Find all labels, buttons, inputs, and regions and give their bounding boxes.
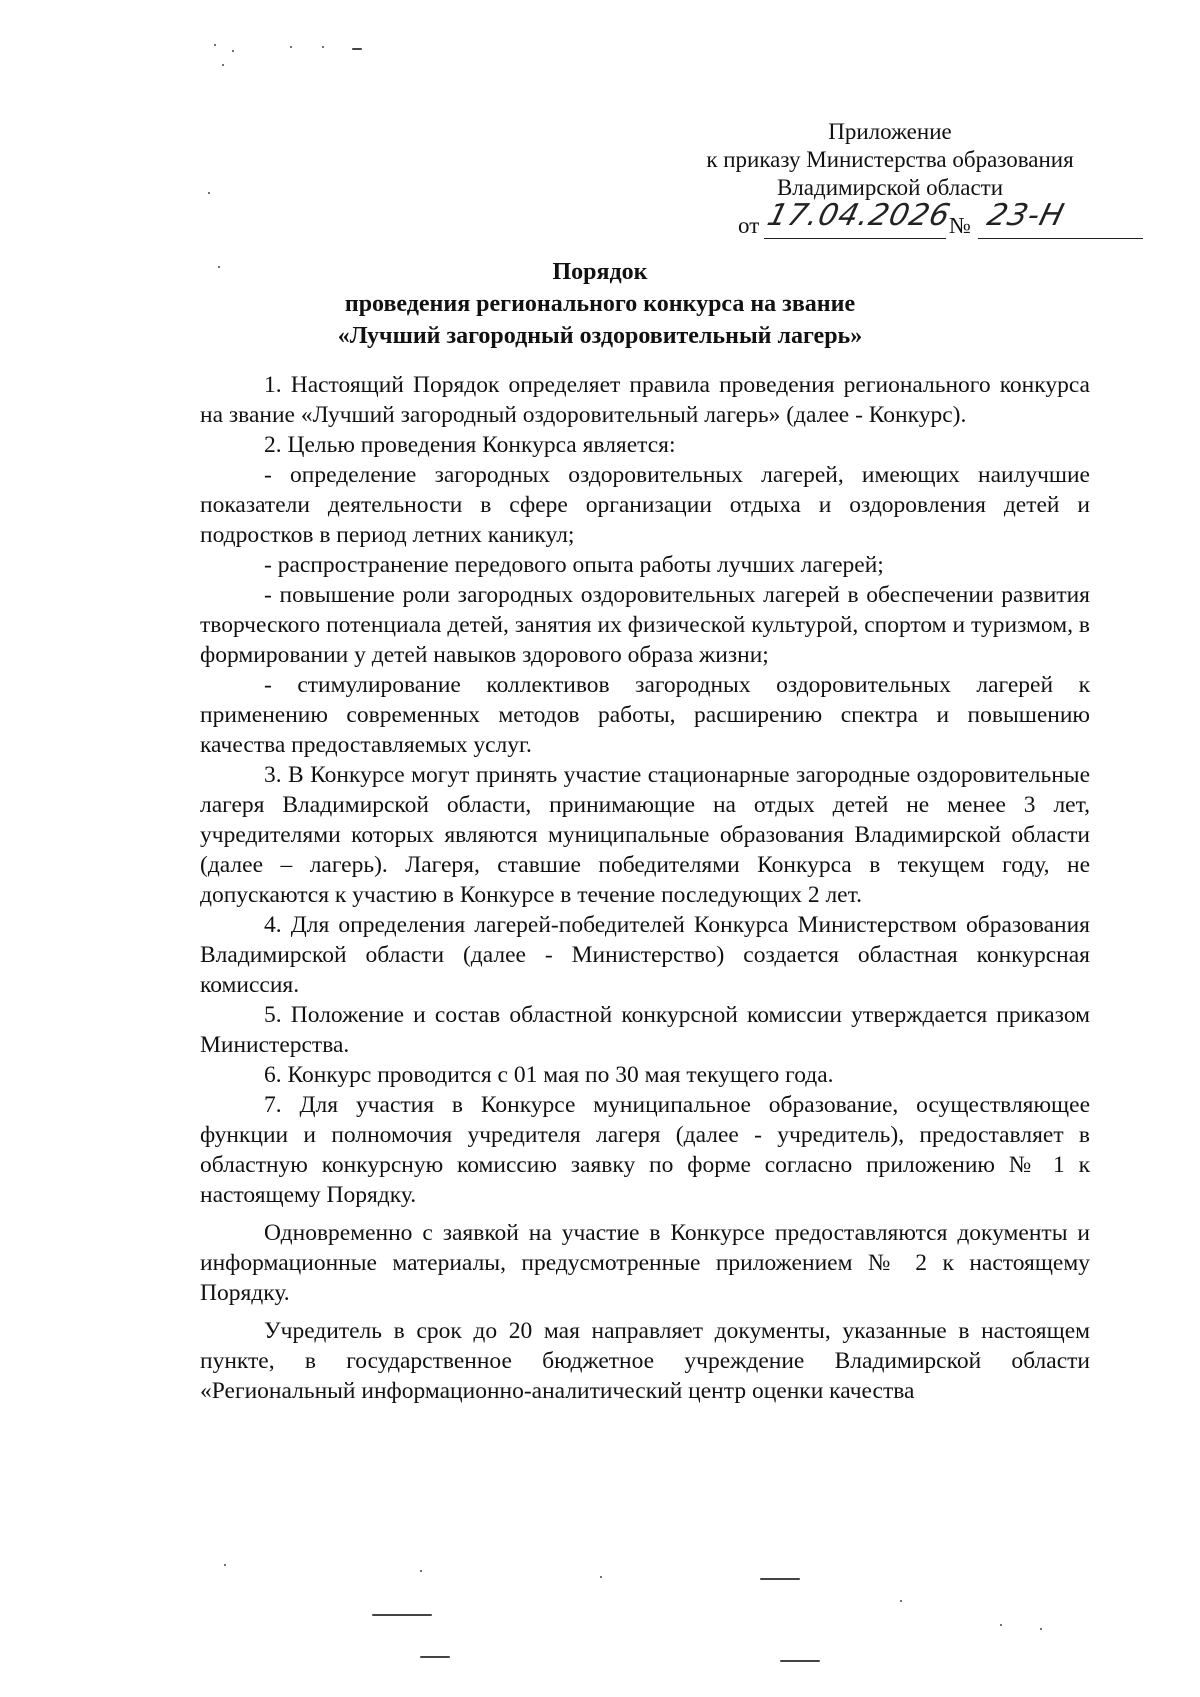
paragraph: 5. Положение и состав областной конкурсной комиссии утверждается приказом Министерства. — [200, 1002, 1090, 1058]
scan-speck — [214, 44, 216, 46]
scan-speck — [760, 1578, 800, 1580]
scan-speck — [218, 266, 220, 268]
scan-speck — [232, 50, 234, 52]
paragraph: 1. Настоящий Порядок определяет правила проведения регионального конкурса на звание «Лучший загородный оздоровительный лагерь» (далее - Конкурс). — [200, 372, 1090, 428]
attachment-line-2: к приказу Министерства образования — [706, 147, 1074, 172]
scan-speck — [322, 46, 324, 48]
number-underline — [978, 238, 1143, 239]
paragraph: - повышение роли загородных оздоровительных лагерей в обеспечении развития творческого потенциала детей, занятия их физической культурой, спортом и туризмом, в формировании у детей навыков здорового образа жизни; — [200, 582, 1090, 668]
paragraph: 7. Для участия в Конкурсе муниципальное образование, осуществляющее функции и полномочия учредителя лагеря (далее - учредитель), предоставляет в областную конкурсную комиссию заявку по форме согласно приложению № 1 к настоящему Порядку. — [200, 1092, 1090, 1208]
from-label: от — [738, 213, 760, 238]
title-line-3: «Лучший загородный оздоровительный лагерь» — [337, 323, 863, 349]
title-line-1: Порядок — [552, 259, 648, 285]
paragraph: 3. В Конкурсе могут принять участие стационарные загородные оздоровительные лагеря Владимирской области, принимающие на отдых детей не менее 3 лет, учредителями которых являются муниципальные образования Владимирской области (далее – лагерь). Лагеря, ставшие победителями Конкурса в текущем году, не допускаются к участию в Конкурсе в течение последующих 2 лет. — [200, 762, 1090, 908]
handwritten-number: 23-Н — [983, 198, 1069, 233]
paragraph: 4. Для определения лагерей-победителей Конкурса Министерством образования Владимирской области (далее - Министерство) создается областная конкурсная комиссия. — [200, 912, 1090, 998]
scan-speck — [224, 1564, 226, 1566]
paragraph: - распространение передового опыта работы лучших лагерей; — [264, 552, 884, 578]
date-underline — [764, 238, 946, 239]
paragraph: Одновременно с заявкой на участие в Конкурсе предоставляются документы и информационные материалы, предусмотренные приложением № 2 к настоящему Порядку. — [200, 1220, 1090, 1306]
document-title — [200, 256, 1000, 352]
scan-speck — [290, 46, 292, 48]
paragraph: - стимулирование коллективов загородных оздоровительных лагерей к применению современных методов работы, расширению спектра и повышению качества предоставляемых услуг. — [200, 672, 1090, 758]
order-date-number-row — [640, 198, 1140, 244]
scan-speck — [352, 48, 362, 50]
paragraph: 6. Конкурс проводится с 01 мая по 30 мая текущего года. — [264, 1062, 834, 1088]
paragraph: Учредитель в срок до 20 мая направляет документы, указанные в настоящем пункте, в государственное бюджетное учреждение Владимирской области «Региональный информационно-аналитический центр оценки качества — [200, 1318, 1090, 1404]
paragraph: 2. Целью проведения Конкурса является: — [264, 432, 676, 458]
scan-speck — [420, 1570, 422, 1572]
attachment-line-3: Владимирской области — [776, 175, 1004, 200]
scan-speck — [600, 1576, 602, 1578]
scan-speck — [780, 1660, 820, 1662]
scan-speck — [900, 1600, 902, 1602]
scan-speck — [372, 1614, 432, 1616]
scan-speck — [420, 1656, 450, 1658]
scan-speck — [1040, 1628, 1042, 1630]
scan-speck — [1000, 1624, 1002, 1626]
handwritten-date: 17.04.2026 — [763, 198, 955, 233]
number-label: № — [949, 213, 971, 238]
title-line-2: проведения регионального конкурса на звание — [344, 291, 856, 317]
document-body — [200, 370, 1090, 1406]
attachment-header — [640, 118, 1140, 244]
scan-speck — [222, 64, 224, 66]
attachment-line-1: Приложение — [828, 119, 952, 144]
paragraph: - определение загородных оздоровительных лагерей, имеющих наилучшие показатели деятельности в сфере организации отдыха и оздоровления детей и подростков в период летних каникул; — [200, 462, 1090, 548]
scan-speck — [208, 192, 210, 194]
